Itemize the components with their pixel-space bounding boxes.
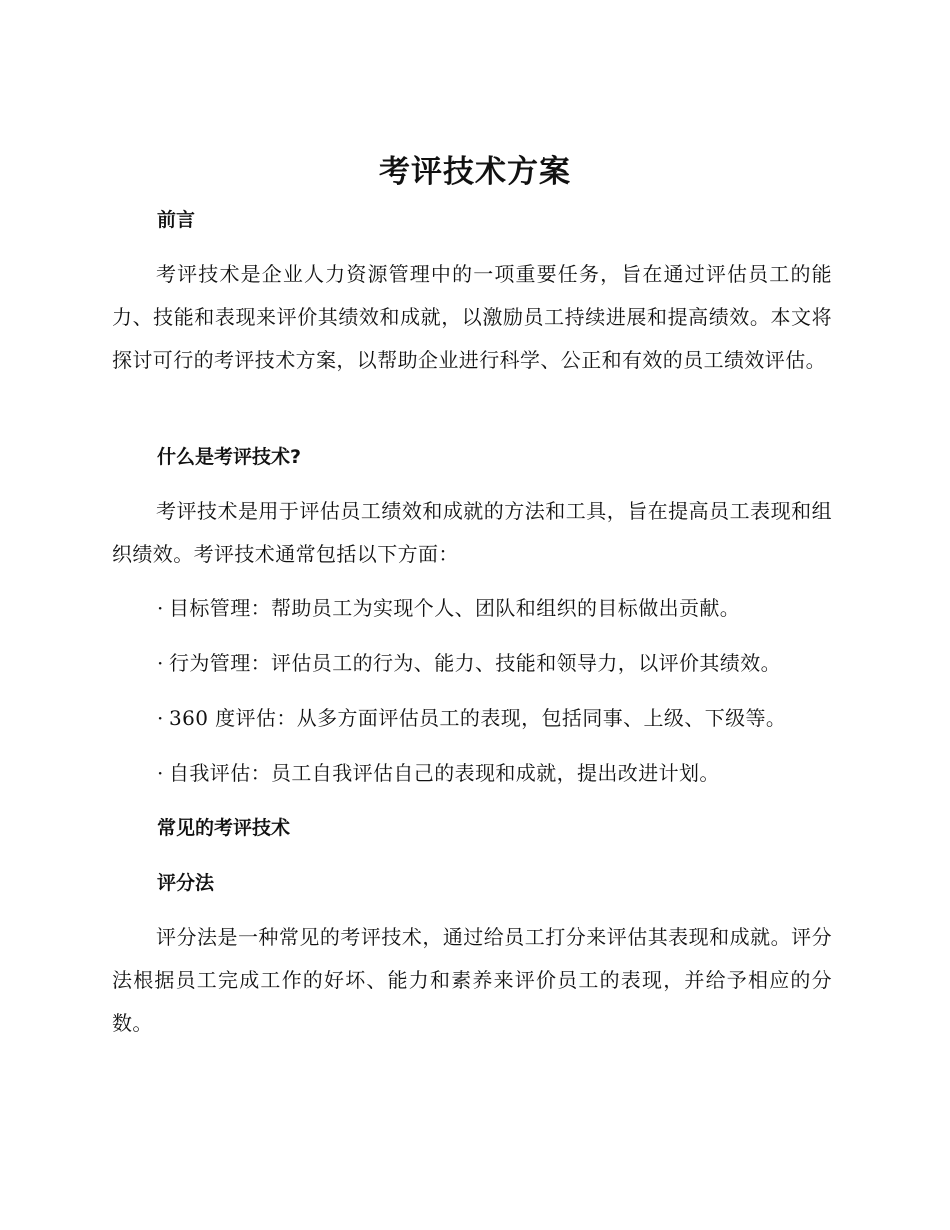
section-heading-what-is: 什么是考评技术? xyxy=(157,446,302,468)
bullet-marker: · xyxy=(157,651,164,675)
list-item xyxy=(157,594,837,622)
list-item xyxy=(157,759,837,787)
paragraph-preface: 考评技术是企业人力资源管理中的一项重要任务，旨在通过评估员工的能力、技能和表现来评价其绩效和成就，以激励员工持续进展和提高绩效。本文将探讨可行的考评技术方案，以帮助企业进行科学、公正和有效的员工绩效评估。 xyxy=(112,262,832,372)
paragraph-what-is: 考评技术是用于评估员工绩效和成就的方法和工具，旨在提高员工表现和组织绩效。考评技术通常包括以下方面： xyxy=(112,499,832,566)
document-title: 考评技术方案 xyxy=(379,154,571,190)
bullet-marker: · xyxy=(157,761,164,785)
list-item xyxy=(157,704,837,732)
paragraph-scoring: 评分法是一种常见的考评技术，通过给员工打分来评估其表现和成就。评分法根据员工完成工作的好坏、能力和素养来评价员工的表现，并给予相应的分数。 xyxy=(112,925,832,1035)
list-item-text: 360 度评估：从多方面评估员工的表现，包括同事、上级、下级等。 xyxy=(169,706,787,730)
list-item-text: 自我评估：员工自我评估自己的表现和成就，提出改进计划。 xyxy=(169,761,720,785)
list-item xyxy=(157,649,837,677)
section-heading-scoring: 评分法 xyxy=(157,872,215,894)
list-item-text: 行为管理：评估员工的行为、能力、技能和领导力，以评价其绩效。 xyxy=(169,651,781,675)
section-heading-preface: 前言 xyxy=(157,209,196,231)
bullet-marker: · xyxy=(157,706,164,730)
list-item-text: 目标管理：帮助员工为实现个人、团队和组织的目标做出贡献。 xyxy=(169,596,741,620)
section-heading-common: 常见的考评技术 xyxy=(157,817,291,839)
bullet-marker: · xyxy=(157,596,164,620)
